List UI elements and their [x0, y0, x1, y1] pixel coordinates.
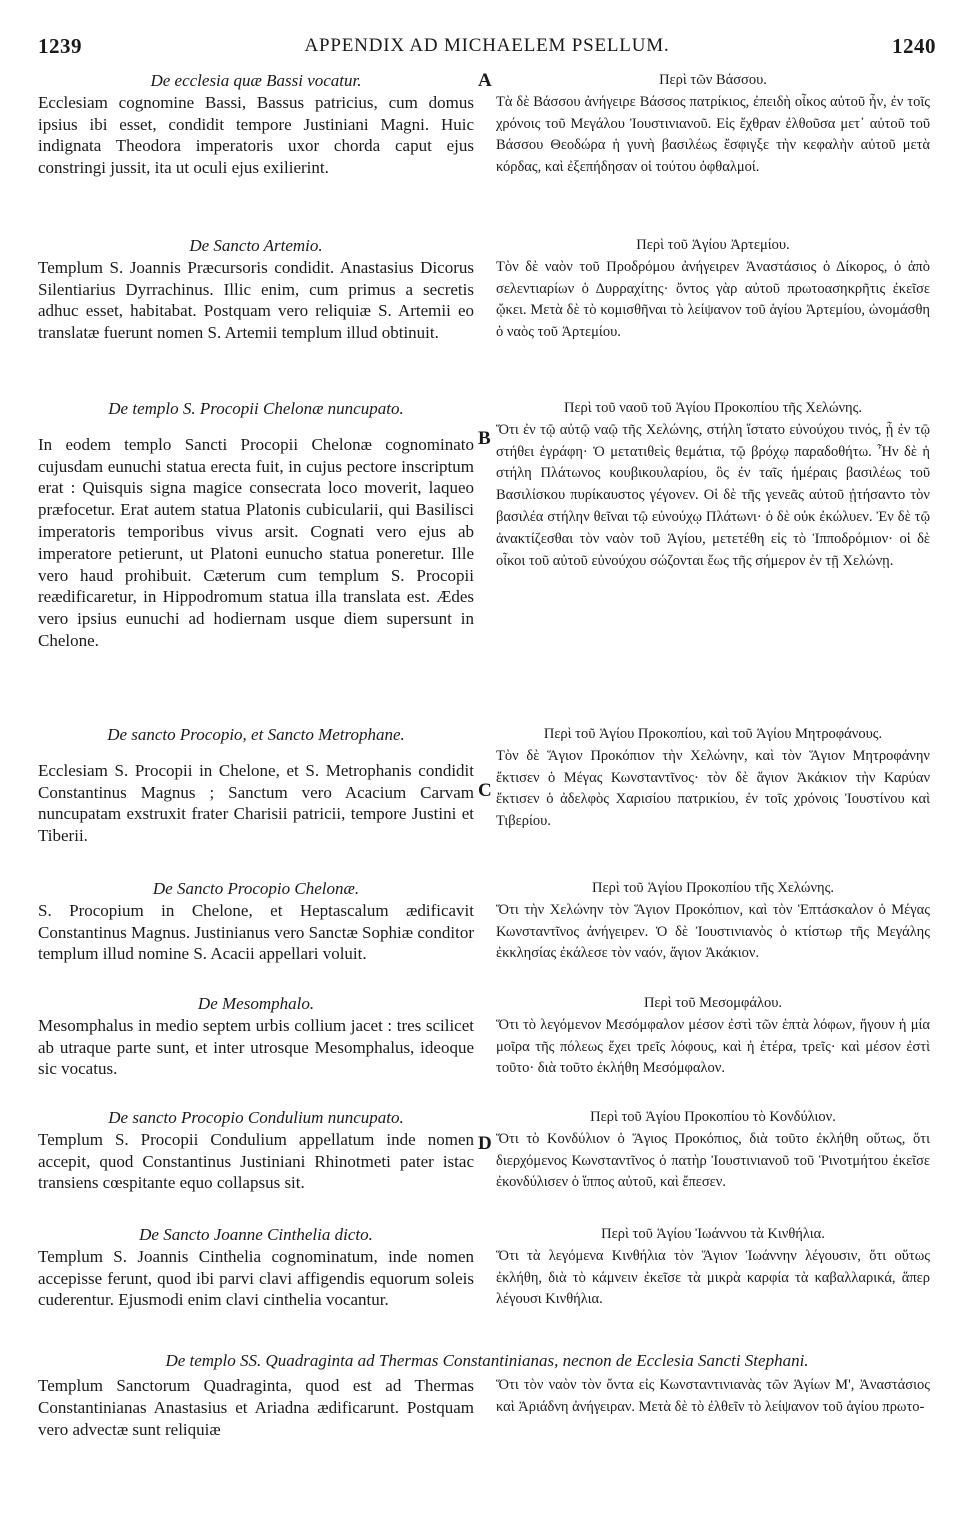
margin-marker-d: D	[478, 1133, 492, 1154]
section-heading: Περὶ τοῦ Ἁγίου Προκοπίου τῆς Χελώνης.	[592, 880, 834, 896]
latin-section-mesomphalus	[38, 993, 474, 1080]
section-text: Mesomphalus in medio septem urbis collium jacet : tres scilicet ab utraque parte sunt, et inter utrosque Mesomphalus, ideoque sic vocatus.	[38, 1015, 474, 1079]
section-heading: De Sancto Artemio.	[189, 236, 323, 255]
section-text: Ὅτι τὸ λεγόμενον Μεσόμφαλον μέσον ἐστὶ τῶν ἑπτὰ λόφων, ἤγουν ἡ μία μοῖρα τῆς πόλεως ἔχει τρεῖς λόφους, καὶ ἡ ἑτέρα, τρεῖς· καὶ μέσον ἐστὶ τοῦτο· διὰ τοῦτο ἐκλήθη Μεσόμφαλον.	[496, 1016, 930, 1077]
greek-section-artemius	[496, 235, 930, 344]
greek-section-bassus	[496, 70, 930, 179]
section-text: Τὰ δὲ Βάσσου ἀνήγειρε Βάσσος πατρίκιος, ἐπειδὴ οἶκος αὐτοῦ ἦν, ἐν τοῖς χρόνοις τοῦ Μεγάλου Ἰουστινιανοῦ. Εἰς ἔχθραν ἐλθοῦσα μετ᾽ αὐτοῦ τοῦ Βάσσου Θεοδώρα ἡ γυνὴ βασιλέως ἔσφιγξε τὴν κεφαλὴν αὐτοῦ μετὰ κόρδας, καὶ ἐξεπήδησαν οἱ τούτου ὀφθαλμοί.	[496, 93, 930, 176]
section-text: Templum S. Joannis Cinthelia cognominatum, inde nomen accepisse ferunt, quod ibi parvi clavi affigendis equorum soleis cuderentur. Ejusmodi enim clavi cinthelia vocantur.	[38, 1246, 474, 1310]
section-heading: De templo S. Procopii Chelonæ nuncupato.	[108, 399, 404, 418]
section-heading: De ecclesia quæ Bassi vocatur.	[150, 71, 362, 90]
greek-section-procopius-metrophanes	[496, 724, 930, 833]
greek-section-cinthelia	[496, 1224, 930, 1311]
margin-marker-b: B	[478, 428, 491, 449]
section-text: In eodem templo Sancti Procopii Chelonæ cognominato cujusdam eunuchi statua erecta fuit, in cujus pectore inscriptum erat : Quisquis signa magice consecrata loco moverit, laqueo præfocetur. Erat autem statua Platonis cubicularii, qui Basilisci imperatoris temporibus vivus arsit. Cognati vero ejus ab imperatore petierunt, ut Platoni eunucho statua poneretur. Ille vero haud prohibuit. Cæterum cum templum S. Procopii reædificaretur, in Hippodromum statua illa translata est. Ædes vero ipsius eunuchi ad hodiernam usque diem supersunt in Chelone.	[38, 434, 474, 650]
latin-section-procopius-chelone-statue	[38, 398, 474, 652]
latin-section-procopius-chelonae	[38, 878, 474, 965]
section-heading: Περὶ τοῦ Ἁγίου Ἰωάννου τὰ Κινθήλια.	[601, 1226, 825, 1242]
latin-section-bassus	[38, 70, 474, 179]
section-text: Ecclesiam S. Procopii in Chelone, et S. Metrophanis condidit Constantinus Magnus ; Sanctum vero Acacium Carvam nuncupatam exstruxit frater Charisii patricii, tempore Justini et Tiberii.	[38, 760, 474, 846]
section-text: Ὅτι τὴν Χελώνην τὸν Ἅγιον Προκόπιον, καὶ τὸν Ἑπτάσκαλον ὁ Μέγας Κωνσταντῖνος ἀνήγειρεν. Ὁ δὲ Ἰουστινιανὸς ὁ κτίστωρ τῆς Μεγάλης ἐκκλησίας ἐκάλεσε τὸν ναόν, ἅγιον Ἀκάκιον.	[496, 901, 930, 962]
section-heading: De sancto Procopio Condulium nuncupato.	[108, 1108, 404, 1127]
section-heading: Περὶ τοῦ Ἁγίου Ἀρτεμίου.	[636, 237, 790, 253]
section-text: Ecclesiam cognomine Bassi, Bassus patricius, cum domus ipsius ibi esset, condidit tempore Justiniani Magni. Huic indignata Theodora imperatoris uxor chorda caput ejus constringi jussit, ita ut oculi ejus exilierint.	[38, 92, 474, 178]
section-text: Τὸν δὲ Ἅγιον Προκόπιον τὴν Χελώνην, καὶ τὸν Ἅγιον Μητροφάνην ἔκτισεν ὁ Μέγας Κωνσταντῖνος· τὸν δὲ ἅγιον Ἀκάκιον τὴν Καρύαν ἔκτισεν ὁ ἀδελφὸς Χαρισίου πατρικίου, ἐν τοῖς χρόνοις Ἰουστίνου καὶ Τιβερίου.	[496, 747, 930, 830]
running-title: APPENDIX AD MICHAELEM PSELLUM.	[304, 35, 670, 56]
section-text: Ὅτι τὸν ναὸν τὸν ὄντα εἰς Κωνσταντινιανὰς τῶν Ἁγίων Μ', Ἀναστάσιος καὶ Ἀριάδνη ἀνήγειραν. Μετὰ δὲ τὸ ἐλθεῖν τὸ λείψανον τοῦ ἁγίου πρωτο-	[496, 1377, 930, 1415]
section-heading: De Sancto Joanne Cinthelia dicto.	[139, 1225, 373, 1244]
latin-section-cinthelia	[38, 1224, 474, 1311]
greek-section-procopius-chelonae	[496, 878, 930, 965]
section-text: Τὸν δὲ ναὸν τοῦ Προδρόμου ἀνήγειρεν Ἀναστάσιος ὁ Δίκορος, ὁ ἀπὸ σελεντιαρίων ὁ Δυρραχίτης· ὄντος γὰρ αὐτοῦ πρωτοασηκρῆτις ἐκεῖσε ᾤκει. Μετὰ δὲ τὸ κομισθῆναι τὸ λείψανον τοῦ ἁγίου Ἀρτεμίου, ὠνομάσθη ὁ ναὸς τοῦ Ἀρτεμίου.	[496, 258, 930, 341]
latin-section-procopius-metrophanes	[38, 724, 474, 847]
section-heading: Περὶ τοῦ ναοῦ τοῦ Ἁγίου Προκοπίου τῆς Χελώνης.	[563, 400, 862, 416]
latin-section-artemius	[38, 235, 474, 344]
section-heading-forty-martyrs: De templo SS. Quadraginta ad Thermas Constantinianas, necnon de Ecclesia Sancti Stephani.	[165, 1351, 809, 1370]
section-heading: De Mesomphalo.	[197, 994, 315, 1013]
page-header	[38, 34, 936, 60]
margin-marker-c: C	[478, 780, 492, 801]
greek-section-forty-martyrs	[496, 1375, 930, 1419]
latin-section-condulium	[38, 1107, 474, 1194]
section-heading: Περὶ τοῦ Μεσομφάλου.	[643, 995, 783, 1011]
section-text: Ὅτι τὸ Κονδύλιον ὁ Ἅγιος Προκόπιος, διὰ τοῦτο ἐκλήθη οὕτως, ὅτι διερχόμενος Κωνσταντῖνος ὁ πατὴρ Ἰουστινιανοῦ τοῦ Ῥινοτμήτου ἐκεῖσε ἐκονδύλισεν ὁ ἵππος αὐτοῦ, καὶ ἔπεσεν.	[496, 1130, 930, 1191]
section-heading: Περὶ τῶν Βάσσου.	[659, 72, 767, 88]
greek-section-procopius-chelone-statue	[496, 398, 930, 572]
section-text: Ὅτι τὰ λεγόμενα Κινθήλια τὸν Ἅγιον Ἰωάννην λέγουσιν, ὅτι οὕτως ἐκλήθη, διὰ τὸ κάμνειν ἐκεῖσε τὰ μικρὰ καρφία τὰ καβαλλαρικά, ἅπερ λέγουσι Κινθήλια.	[496, 1247, 930, 1308]
section-text: Templum Sanctorum Quadraginta, quod est ad Thermas Constantinianas Anastasius et Ariadna ædificarunt. Postquam vero advectæ sunt reliquiæ	[38, 1376, 474, 1439]
greek-section-mesomphalus	[496, 993, 930, 1080]
section-text: S. Procopium in Chelone, et Heptascalum ædificavit Constantinus Magnus. Justinianus vero Sanctæ Sophiæ conditor templum illud nomine S. Acacii appellari voluit.	[38, 900, 474, 964]
margin-marker-a: A	[478, 70, 492, 91]
latin-section-forty-martyrs	[38, 1375, 474, 1440]
right-page-number: 1240	[892, 34, 936, 58]
section-heading: De Sancto Procopio Chelonæ.	[152, 879, 360, 898]
greek-section-condulium	[496, 1107, 930, 1194]
section-text: Templum S. Joannis Præcursoris condidit. Anastasius Dicorus Silentiarius Dyrrachinus. Illic enim, cum primus a secretis adhuc esset, habitabat. Postquam vero reliquiæ S. Artemii eo translatæ fuerunt nomen S. Artemii templum illud obtinuit.	[38, 257, 474, 343]
section-text: Ὅτι ἐν τῷ αὐτῷ ναῷ τῆς Χελώνης, στήλη ἵστατο εὐνούχου τινός, ᾗ ἐν τῷ στήθει ἐγράφη· Ὁ μετατιθεὶς θεμάτια, τῷ βρόχῳ παραδοθήτω. Ἦν δὲ ἡ στήλη Πλάτωνος κουβικουλαρίου, ὃς ἐν ταῖς ἡμέραις βασιλέως τοῦ Βασιλίσκου πυρίκαυστος γέγονεν. Οἱ δὲ τῆς γενεᾶς αὐτοῦ ᾐτήσαντο τὸν βασιλέα στήλην θεῖναι τῷ εὐνούχῳ Πλάτωνι· ὁ δὲ οὐκ ἐκώλυεν. Ἐν δὲ τῷ ἀνακτίζεσθαι τὸν ναὸν τοῦ Ἁγίου, μετετέθη εἰς τὸ Ἱπποδρόμιον· οἱ δὲ οἶκοι τοῦ αὐτοῦ εὐνούχου σώζονται ἕως τῆς σήμερον ἐν τῇ Χελώνῃ.	[496, 421, 930, 569]
section-heading: Περὶ τοῦ Ἁγίου Προκοπίου, καὶ τοῦ Ἁγίου Μητροφάνους.	[543, 726, 883, 742]
section-text: Templum S. Procopii Condulium appellatum inde nomen accepit, quod Constantinus Justiniani Rhinotmeti pater istac transiens cœspitante equo collapsus sit.	[38, 1129, 474, 1193]
section-heading: Περὶ τοῦ Ἁγίου Προκοπίου τὸ Κονδύλιον.	[590, 1109, 836, 1125]
left-page-number: 1239	[38, 34, 82, 58]
section-heading: De sancto Procopio, et Sancto Metrophane.	[107, 725, 405, 744]
